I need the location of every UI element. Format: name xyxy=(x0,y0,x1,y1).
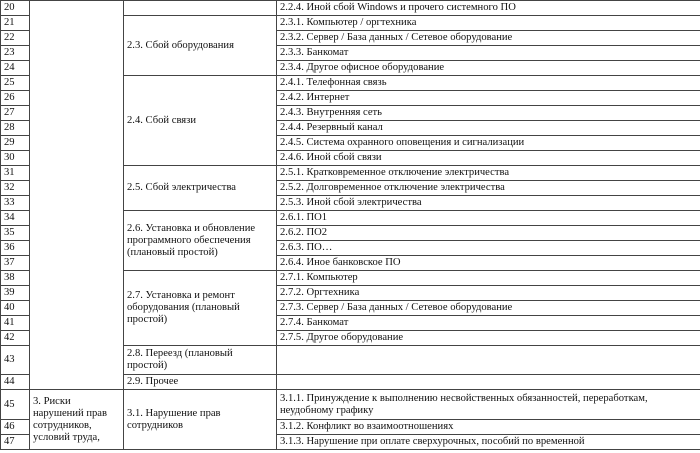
item-cell: 2.6.2. ПО2 xyxy=(277,226,700,241)
category-cell: 3. Риски нарушений прав сотрудников, условий труда, xyxy=(30,390,124,450)
row-number: 21 xyxy=(1,16,30,31)
row-number: 24 xyxy=(1,61,30,76)
item-cell: 2.7.5. Другое оборудование xyxy=(277,331,700,346)
item-cell: 2.6.1. ПО1 xyxy=(277,211,700,226)
item-cell-empty xyxy=(277,346,700,375)
subcategory-cell: 2.5. Сбой электричества xyxy=(124,166,277,211)
row-number: 36 xyxy=(1,241,30,256)
row-number: 29 xyxy=(1,136,30,151)
item-cell: 2.7.3. Сервер / База данных / Сетевое оборудование xyxy=(277,301,700,316)
item-cell: 2.7.4. Банкомат xyxy=(277,316,700,331)
subcategory-cell: 2.8. Переезд (плановый простой) xyxy=(124,346,277,375)
row-number: 20 xyxy=(1,1,30,16)
item-cell: 2.4.4. Резервный канал xyxy=(277,121,700,136)
table-row xyxy=(1,390,700,420)
row-number: 43 xyxy=(1,346,30,375)
row-number: 44 xyxy=(1,375,30,390)
row-number: 41 xyxy=(1,316,30,331)
row-number: 34 xyxy=(1,211,30,226)
row-number: 35 xyxy=(1,226,30,241)
row-number: 25 xyxy=(1,76,30,91)
item-cell: 2.3.4. Другое офисное оборудование xyxy=(277,61,700,76)
item-cell: 2.6.3. ПО… xyxy=(277,241,700,256)
item-cell: 3.1.1. Принуждение к выполнению несвойственных обязанностей, переработкам, неудобному графику xyxy=(277,390,700,420)
row-number: 37 xyxy=(1,256,30,271)
item-cell: 2.7.2. Оргтехника xyxy=(277,286,700,301)
item-cell: 2.4.3. Внутренняя сеть xyxy=(277,106,700,121)
item-cell: 2.3.3. Банкомат xyxy=(277,46,700,61)
item-cell: 2.5.3. Иной сбой электричества xyxy=(277,196,700,211)
item-cell: 2.5.2. Долговременное отключение электричества xyxy=(277,181,700,196)
item-cell: 3.1.3. Нарушение при оплате сверхурочных, пособий по временной xyxy=(277,435,700,450)
item-cell: 2.3.2. Сервер / База данных / Сетевое оборудование xyxy=(277,31,700,46)
row-number: 31 xyxy=(1,166,30,181)
item-cell: 3.1.2. Конфликт во взаимоотношениях xyxy=(277,420,700,435)
subcategory-cell: 2.6. Установка и обновление программного обеспечения (плановый простой) xyxy=(124,211,277,271)
row-number: 23 xyxy=(1,46,30,61)
item-cell: 2.4.1. Телефонная связь xyxy=(277,76,700,91)
item-cell: 2.7.1. Компьютер xyxy=(277,271,700,286)
row-number: 22 xyxy=(1,31,30,46)
item-cell: 2.4.2. Интернет xyxy=(277,91,700,106)
row-number: 33 xyxy=(1,196,30,211)
subcategory-cell: 2.9. Прочее xyxy=(124,375,277,390)
subcategory-cell: 2.4. Сбой связи xyxy=(124,76,277,166)
row-number: 27 xyxy=(1,106,30,121)
item-cell: 2.4.6. Иной сбой связи xyxy=(277,151,700,166)
subcategory-cell-2-2-continued xyxy=(124,1,277,16)
row-number: 28 xyxy=(1,121,30,136)
row-number: 42 xyxy=(1,331,30,346)
item-cell: 2.3.1. Компьютер / оргтехника xyxy=(277,16,700,31)
row-number: 47 xyxy=(1,435,30,450)
subcategory-cell: 3.1. Нарушение прав сотрудников xyxy=(124,390,277,450)
subcategory-cell: 2.3. Сбой оборудования xyxy=(124,16,277,76)
item-cell: 2.6.4. Иное банковское ПО xyxy=(277,256,700,271)
row-number: 38 xyxy=(1,271,30,286)
row-number: 30 xyxy=(1,151,30,166)
row-number: 39 xyxy=(1,286,30,301)
item-cell: 2.5.1. Кратковременное отключение электричества xyxy=(277,166,700,181)
row-number: 40 xyxy=(1,301,30,316)
item-cell: 2.2.4. Иной сбой Windows и прочего системного ПО xyxy=(277,1,700,16)
row-number: 46 xyxy=(1,420,30,435)
row-number: 32 xyxy=(1,181,30,196)
subcategory-cell: 2.7. Установка и ремонт оборудования (плановый простой) xyxy=(124,271,277,346)
item-cell: 2.4.5. Система охранного оповещения и сигнализации xyxy=(277,136,700,151)
item-cell-empty xyxy=(277,375,700,390)
category-cell-2-continued xyxy=(30,1,124,390)
table-row xyxy=(1,1,700,16)
row-number: 45 xyxy=(1,390,30,420)
row-number: 26 xyxy=(1,91,30,106)
